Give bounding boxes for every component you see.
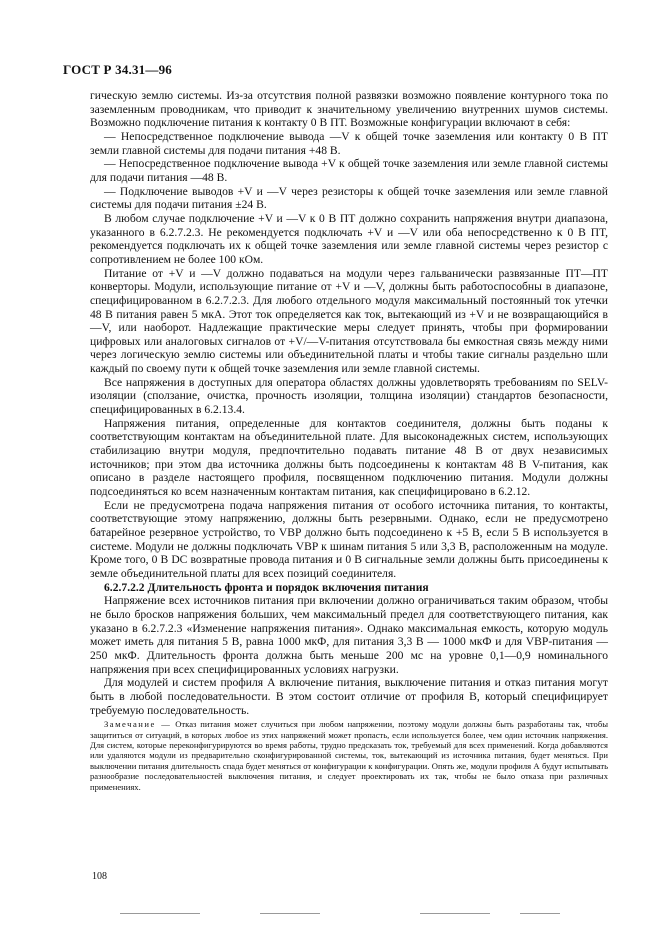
- body-text: [90, 89, 608, 792]
- paragraph: Напряжения питания, определенные для контактов соединителя, должны быть поданы к соответствующим контактам на объединительной плате. Для высоконадежных систем, использующих стабилизацию внутри модуля, предпочтительно подавать питание 48 В от двух независимых источников; при этом два источника должны быть подсоединены к контактам 48 В V-питания, как описано в разделе настоящего профиля, посвященном подключению питания. Модули должны подсоединяться ко всем назначенным контактам питания, как специфицировано в 6.2.12.: [90, 416, 608, 499]
- note-text: Отказ питания может случиться при любом напряжении, поэтому модули должны быть разработаны так, чтобы защититься от ситуаций, в которых любое из этих напряжений может пропасть, если используется более, чем один источник напряжения. Для систем, которые переконфигурируются во время работы, трудно предсказать ток, требуемый для всех применений. Когда добавляются или удаляются модули из предварительно сконфигурированной системы, ток, вытекающий из источника питания, будет меняться. При выключении питания длительность спада будет меняться от конфигурации к конфигурации. Опять же, модули профиля А будут испытывать разнообразие последовательностей выключения питания, и следует проектировать их так, чтобы не было отказа при различных применениях.: [90, 719, 608, 792]
- bottom-rule: [120, 913, 200, 914]
- standard-header: ГОСТ Р 34.31—96: [63, 62, 172, 77]
- paragraph: — Непосредственное подключение вывода +V к общей точке заземления или земле главной системы для подачи питания —48 В.: [90, 157, 608, 184]
- page-number: 108: [92, 871, 107, 882]
- bottom-rule: [420, 913, 490, 914]
- bottom-rule: [520, 913, 560, 914]
- paragraph: Все напряжения в доступных для оператора областях должны удовлетворять требованиям по SELV-изоляции (сползание, очистка, прочность изоляции, толщина изоляции) стандартов безопасности, специфицированных в 6.2.13.4.: [90, 375, 608, 417]
- paragraph: Для модулей и систем профиля А включение питания, выключение питания и отказ питания могут быть в любой последовательности. В этом состоит отличие от профиля В, который специфицирует требуемую последовательность.: [90, 676, 608, 717]
- bottom-rule: [260, 913, 320, 914]
- paragraph: — Подключение выводов +V и —V через резисторы к общей точке заземления или земле главной системы для подачи питания ±24 В.: [90, 184, 608, 212]
- note-label: Замечание —: [104, 719, 172, 730]
- paragraph: — Непосредственное подключение вывода —V к общей точке заземления или контакту 0 В ПТ земли главной системы для подачи питания +48 В.: [90, 129, 608, 157]
- paragraph: гическую землю системы. Из-за отсутствия полной развязки возможно появление контурного тока по заземленным проводникам, что приводит к значительному увеличению внутренних шумов системы. Возможно подключение питания к контакту 0 В ПТ. Возможные конфигурации включают в себя:: [90, 89, 608, 130]
- paragraph: Питание от +V и —V должно подаваться на модули через гальванически развязанные ПТ—ПТ конверторы. Модули, использующие питание от +V и —V, должны быть работоспособны в диапазоне, специфицированном в 6.2.7.2.3. Для любого отдельного модуля максимальный постоянный ток утечки 48 В питания равен 5 мкА. Этот ток определяется как ток, вытекающий из +V и не возвращающийся в —V, или наоборот. Надлежащие практические меры следует принять, чтобы при формировании цифровых или аналоговых сигналов от +V/—V-питания отсутствовала бы емкостная связь между ними через логическую землю системы или объединительной платы и чтобы такие сигналы раздельно шли каждый по своему пути к общей точке заземления или земле главной системы.: [90, 266, 608, 376]
- subsection-heading: 6.2.7.2.2 Длительность фронта и порядок включения питания: [104, 580, 429, 594]
- paragraph: Если не предусмотрена подача напряжения питания от особого источника питания, то контакты, соответствующие этому напряжению, должны быть резервными. Однако, если не предусмотрено батарейное резервное устройство, то VBP должно быть подсоединено к +5 В, если 5 В используется в системе. Модули не должны подключать VBP к шинам питания 5 или 3,3 В, расположенным на модуле. Кроме того, 0 В DC возвратные провода питания и 0 В сигнальные земли должны быть присоединены к земле объединительной платы для всех позиций соединителя.: [90, 498, 608, 580]
- note: [90, 719, 608, 792]
- paragraph: В любом случае подключение +V и —V к 0 В ПТ должно сохранить напряжения внутри диапазона, указанного в 6.2.7.2.3. Не рекомендуется подключать +V и —V или оба непосредственно к 0 В ПТ, рекомендуется подключать их к общей точке заземления или земле главной системы через резистор с сопротивлением не более 100 кОм.: [90, 211, 608, 266]
- paragraph: Напряжение всех источников питания при включении должно ограничиваться таким образом, чтобы не было бросков напряжения больших, чем максимальный предел для соответствующего питания, как указано в 6.2.7.2.3 «Изменение напряжения питания». Однако максимальная емкость, которую модуль может иметь для питания 5 В, равна 1000 мкФ, для питания 3,3 В — 1000 мкФ и для VBP-питания — 250 мкФ. Длительность фронта должна быть меньше 200 мс на уровне 0,1—0,9 номинального напряжения при всех специфицированных условиях нагрузки.: [90, 594, 608, 676]
